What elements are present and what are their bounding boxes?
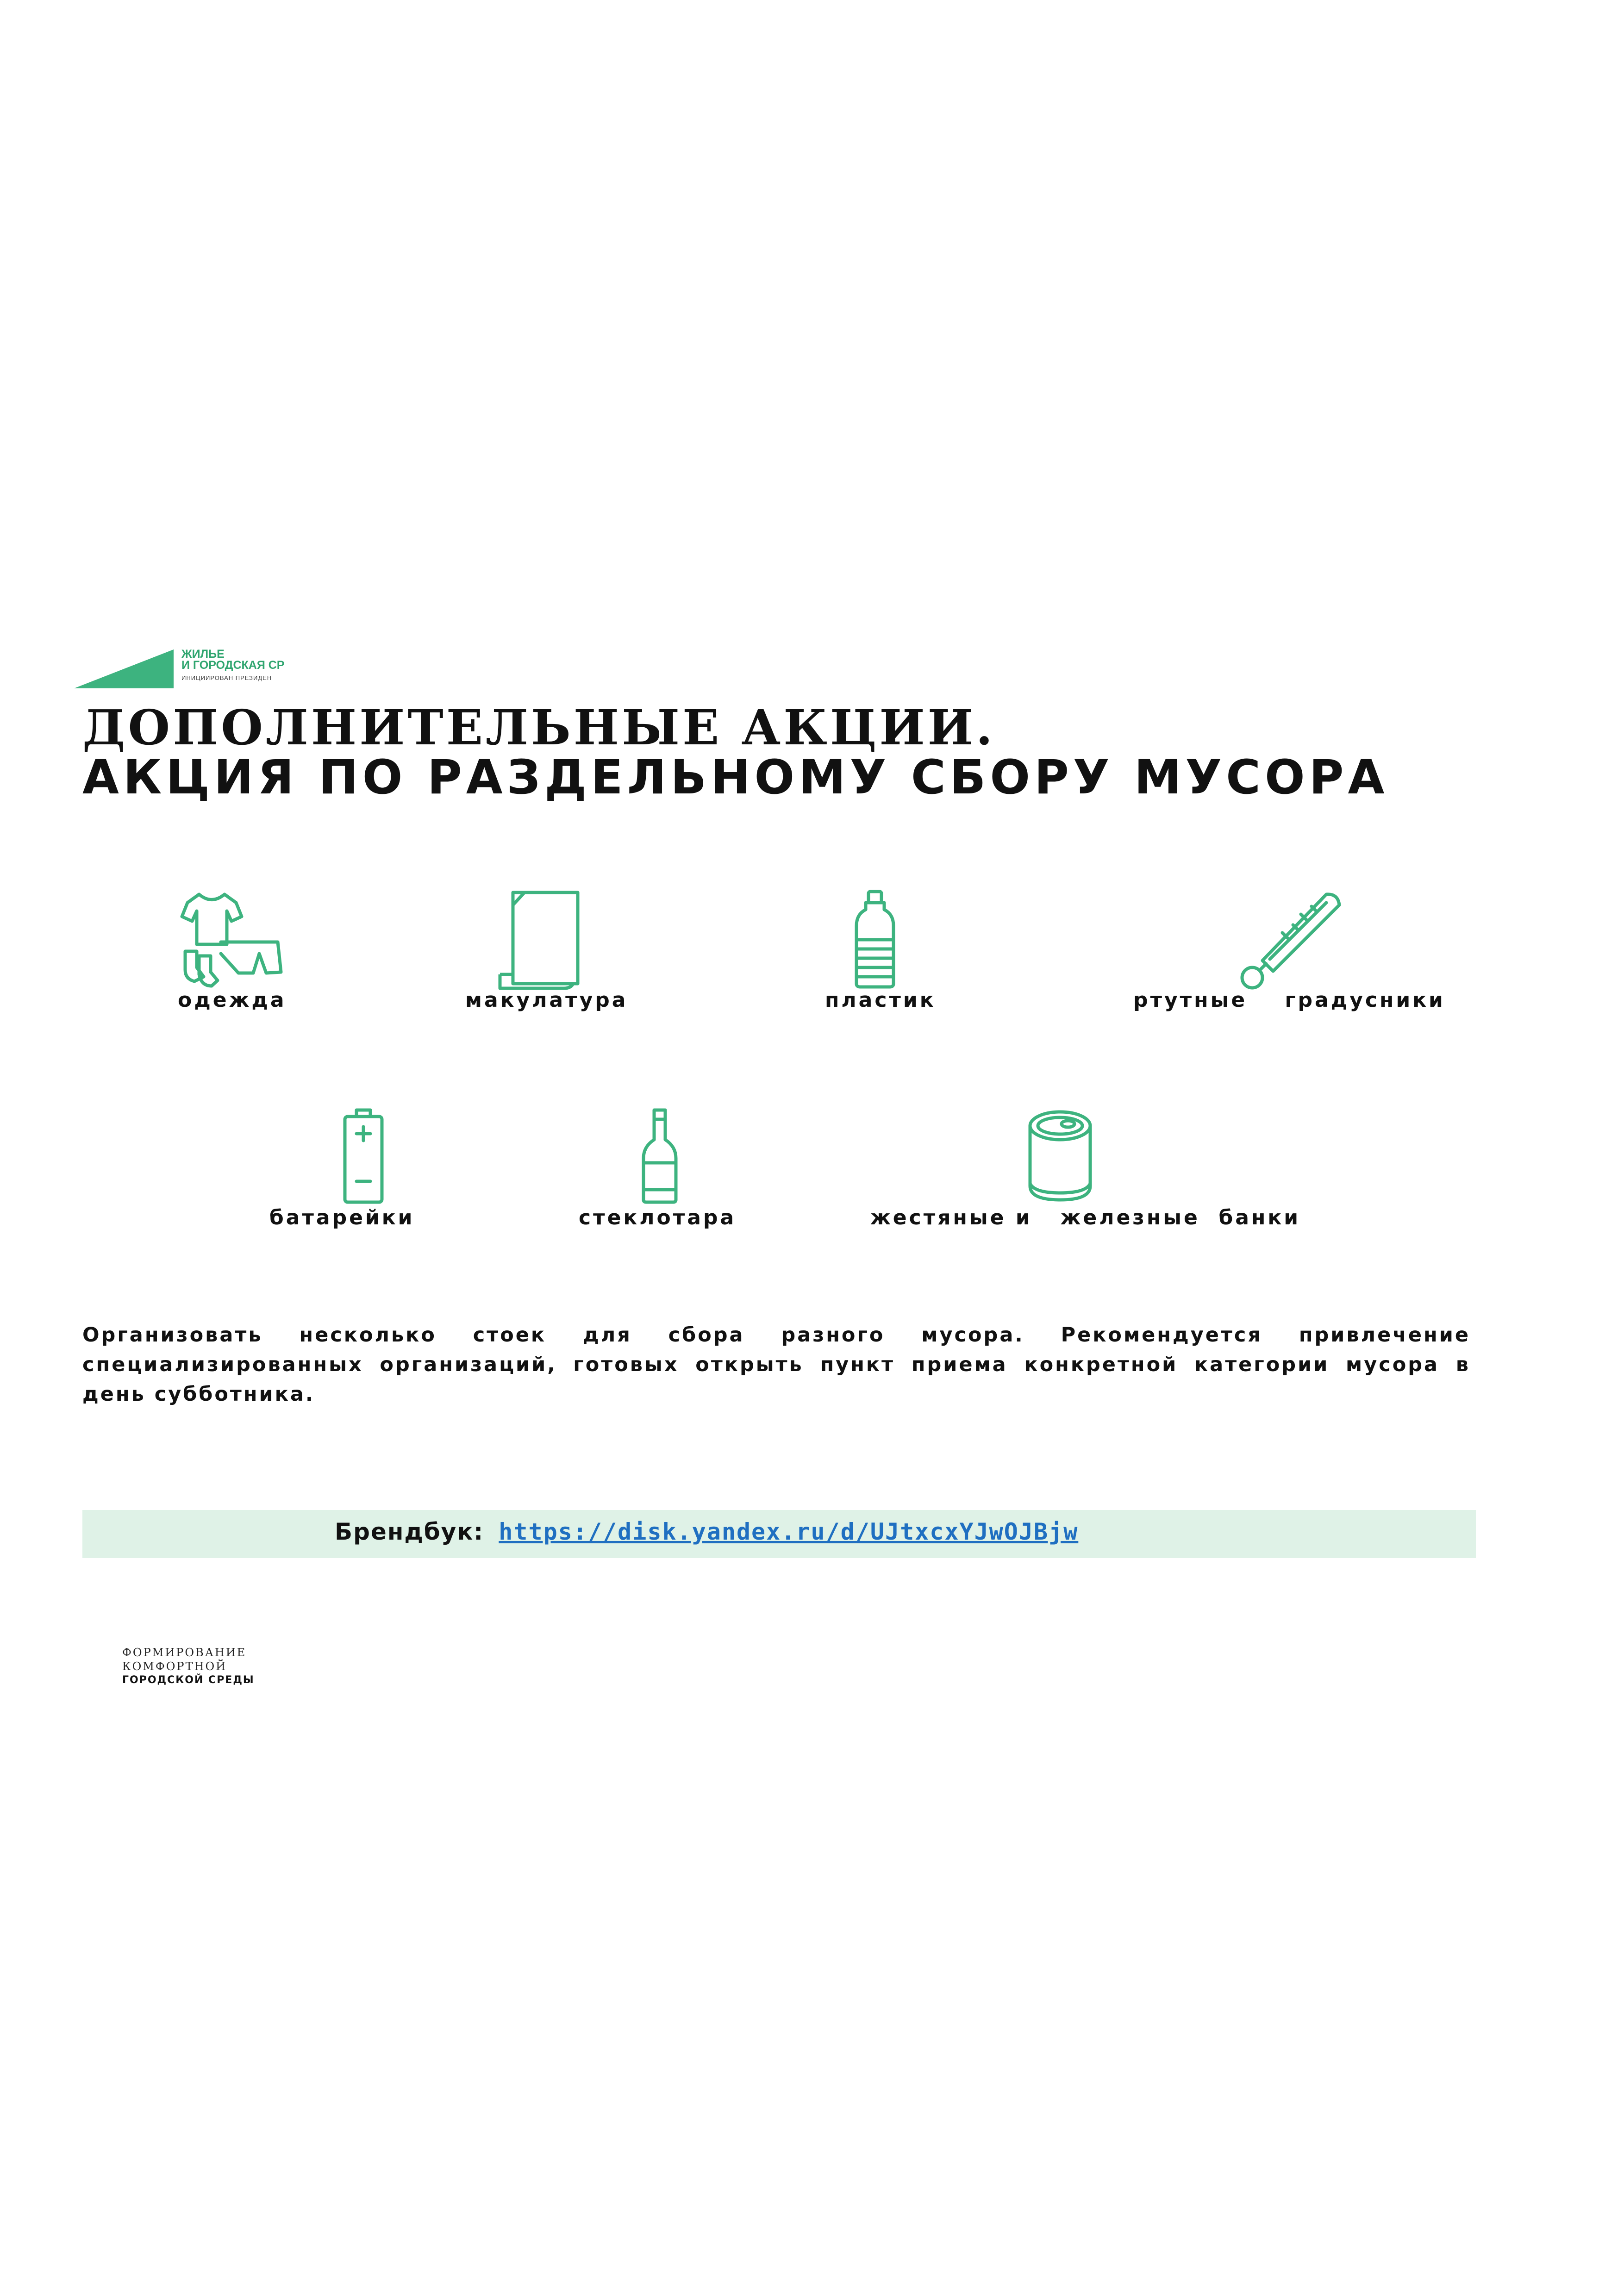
logo-title-line2: И ГОРОДСКАЯ СР xyxy=(181,659,285,671)
clothes-icon xyxy=(178,889,285,988)
plastic-bottle-icon xyxy=(852,889,898,991)
project-logo xyxy=(74,646,292,697)
description-text: Организовать несколько стоек для сбора разного мусора. Рекомендуется привлечение специализированных организаций, готовых открыть пункт приема конкретной категории мусора в день субботника. xyxy=(82,1323,1470,1406)
logo-subtitle: ИНИЦИИРОВАН ПРЕЗИДЕН xyxy=(181,674,272,681)
battery-icon xyxy=(340,1107,387,1204)
category-label-glass: стеклотара xyxy=(579,1206,737,1229)
brandbook-link[interactable]: https://disk.yandex.ru/d/UJtxcxYJwOJBjw xyxy=(499,1518,1079,1545)
paper-icon xyxy=(494,889,587,991)
page-title-line2: АКЦИЯ ПО РАЗДЕЛЬНОМУ СБОРУ МУСОРА xyxy=(82,750,1389,805)
brandbook-bar xyxy=(82,1510,1476,1558)
glass-bottle-icon xyxy=(639,1107,681,1204)
category-label-battery: батарейки xyxy=(269,1206,415,1229)
footer-mark xyxy=(122,1646,255,1687)
category-label-thermometer: ртутные градусники xyxy=(1133,988,1445,1012)
thermometer-icon xyxy=(1234,889,1345,991)
brandbook-label: Брендбук: xyxy=(335,1518,484,1545)
page-title-line1: ДОПОЛНИТЕЛЬНЫЕ АКЦИИ. xyxy=(82,699,996,756)
tin-can-icon xyxy=(1025,1107,1095,1204)
category-label-plastic: пластик xyxy=(825,988,936,1012)
logo-title xyxy=(181,649,357,671)
logo-badge-text: НАЦИОНАЛЬНЫЕ ПРОЕКТЫ РОССИИ xyxy=(97,649,135,662)
brandbook-line xyxy=(335,1518,1078,1545)
page-title xyxy=(82,699,1564,805)
category-label-clothes: одежда xyxy=(178,988,287,1012)
logo-title-line1: ЖИЛЬЕ xyxy=(181,649,225,661)
footer-line3: ГОРОДСКОЙ СРЕДЫ xyxy=(122,1674,255,1686)
category-label-tin-can: жестяные и железные банки xyxy=(870,1206,1301,1229)
footer-line1: ФОРМИРОВАНИЕ xyxy=(122,1646,247,1659)
footer-line2: КОМФОРТНОЙ xyxy=(122,1660,227,1673)
category-label-paper: макулатура xyxy=(465,988,628,1012)
